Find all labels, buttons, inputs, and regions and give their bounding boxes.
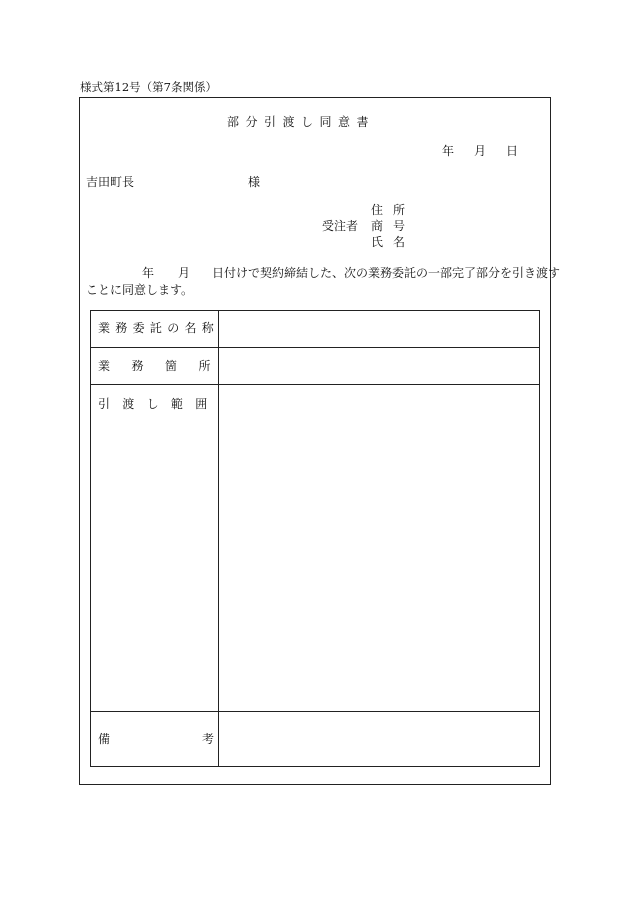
date-line xyxy=(442,145,518,157)
date-month-label: 月 xyxy=(474,144,487,158)
row-label-remarks-right: 考 xyxy=(202,732,215,746)
date-year-label: 年 xyxy=(442,144,455,158)
date-day-label: 日 xyxy=(506,144,519,158)
addressee-honorific: 様 xyxy=(248,175,261,189)
addressee: 吉田町長 xyxy=(86,175,135,189)
contractor-trade-name-label: 商号 xyxy=(371,219,416,233)
service-name-value[interactable] xyxy=(219,311,539,347)
consent-statement xyxy=(86,265,560,298)
row-label-service-name: 業務委託の名称 xyxy=(98,321,220,335)
document-title: 部分引渡し同意書 xyxy=(227,115,376,129)
statement-line1: 日付けで契約締結した、次の業務委託の一部完了部分を引き渡す xyxy=(212,266,561,280)
row-label-service-location: 業務箇所 xyxy=(98,359,233,373)
contractor-name-label: 氏名 xyxy=(371,235,416,249)
statement-year-label: 年 xyxy=(142,266,155,280)
details-table xyxy=(90,310,540,767)
contractor-address-label: 住所 xyxy=(371,203,416,217)
remarks-value[interactable] xyxy=(219,712,539,767)
handover-scope-value[interactable] xyxy=(219,385,539,711)
contractor-label: 受注者 xyxy=(322,219,359,233)
service-location-value[interactable] xyxy=(219,348,539,384)
row-label-handover-scope: 引渡し範囲 xyxy=(98,397,220,411)
statement-line2: ことに同意します。 xyxy=(86,282,194,297)
form-number: 様式第12号（第7条関係） xyxy=(80,80,217,94)
statement-month-label: 月 xyxy=(178,266,191,280)
row-label-remarks-left: 備 xyxy=(98,732,111,746)
